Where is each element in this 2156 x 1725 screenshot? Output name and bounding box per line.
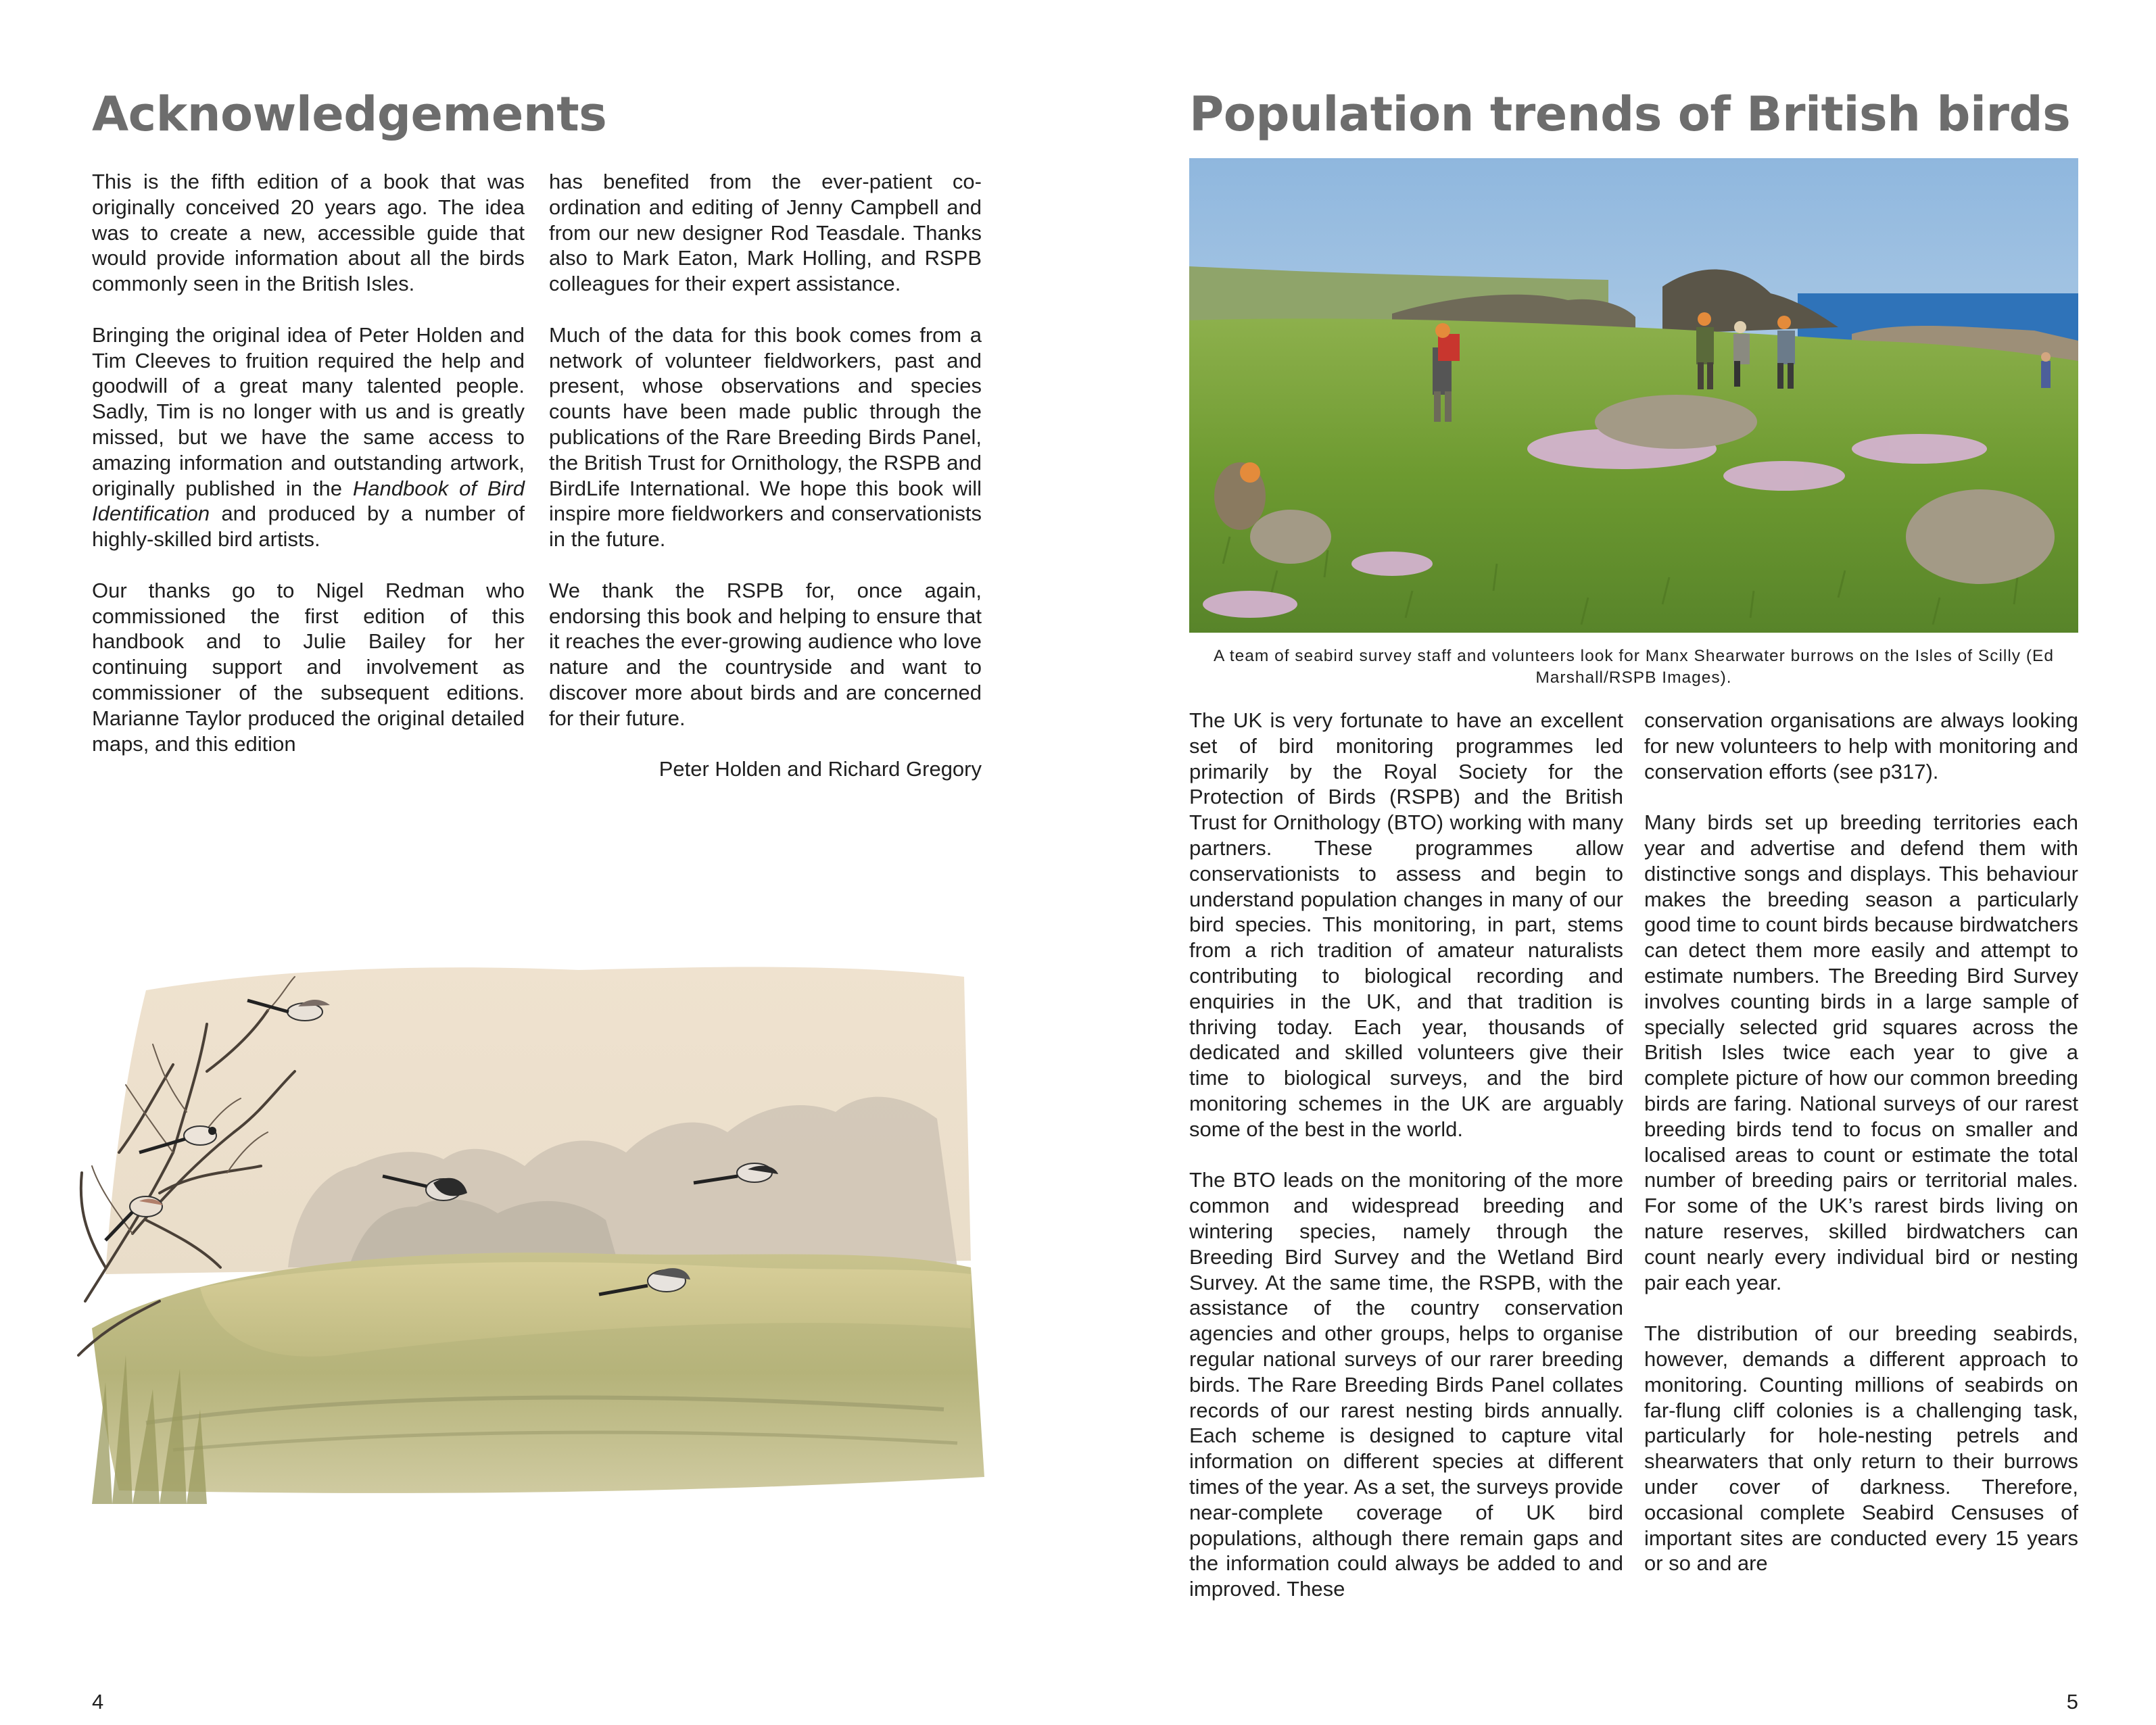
text-column-2 [549,169,982,782]
paragraph: Much of the data for this book comes from a network of volunteer fieldworkers, past and present, whose observations and species counts have been made public through the publications of the Rare Breeding Birds Panel, the British Trust for Ornithology, the RSPB and BirdLife International. We hope this book will inspire more fieldworkers and conservationists in the future. [549,322,982,552]
paragraph: The BTO leads on the monitoring of the more common and widespread breeding and wintering species, namely through the Breeding Bird Survey and the Wetland Bird Survey. At the same time, the RSPB, with the assistance of the country conservation agencies and other groups, helps to organise regular national surveys of our rarer breeding birds. The Rare Breeding Birds Panel collates records of our rarest nesting birds annually. Each scheme is designed to capture vital information on different species at different times of the year. As a set, the surveys provide near-complete coverage of UK bird populations, although there remain gaps and the information could always be added to and improved. These [1189,1168,1623,1601]
paragraph: Our thanks go to Nigel Redman who commissioned the first edition of this handbook and to Julie Bailey for her continuing support and involvement as commissioner of the subsequent editions. Marianne Taylor produced the original detailed maps, and this edition [92,578,525,756]
paragraph: The distribution of our breeding seabirds, however, demands a different approach to monitoring. Counting millions of seabirds on far-flung cliff colonies is a challenging task, particularly for hole-nesting petrels and shearwaters that only return to their burrows under cover of darkness. Therefore, occasional complete Seabird Censuses of important sites are conducted every 15 years or so and are [1644,1321,2078,1576]
paragraph: conservation organisations are always looking for new volunteers to help with monitoring and conservation efforts (see p317). [1644,708,2078,783]
text-column-1 [1189,708,1623,1602]
paragraph: This is the fifth edition of a book that was originally conceived 20 years ago. The idea was to create a new, accessible guide that would provide information about all the birds commonly seen in the British Isles. [92,170,525,296]
photo-caption: A team of seabird survey staff and volunteers look for Manx Shearwater burrows on the Isles of Scilly (Ed Marshall/RSPB Images). [1214,647,2054,687]
text-column-2 [1644,708,2078,1576]
page-title: Population trends of British birds [1189,87,2071,142]
text-column-1 [92,169,525,756]
book-title: Handbook of Bird Identification [92,476,525,526]
bird-painting [65,950,991,1511]
survey-photo [1189,158,2078,633]
paragraph: Many birds set up breeding territories each year and advertise and defend them with distinctive songs and displays. This behaviour makes the breeding season a particularly good time to count birds because birdwatchers can detect them more easily and attempt to estimate numbers. The Breeding Bird Survey involves counting birds in a large sample of specially selected grid squares across the British Isles twice each year to give a complete picture of how our common breeding birds are faring. National surveys of our rarest breeding birds tend to focus on smaller and localised areas to count or estimate the total number of breeding pairs or territorial males. For some of the UK’s rarest birds living on nature reserves, skilled birdwatchers can count nearly every individual bird or nesting pair each year. [1644,810,2078,1294]
page-title: Acknowledgements [92,87,607,142]
page-number: 4 [92,1690,104,1714]
paragraph: The UK is very fortunate to have an excellent set of bird monitoring programmes led primarily by the Royal Society for the Protection of Birds (RSPB) and the British Trust for Ornithology (BTO) working with many partners. These programmes allow conservationists to assess and begin to understand population changes in many of our bird species. This monitoring, in part, stems from a rich tradition of amateur naturalists contributing to biological recording and enquiries in the UK, and that tradition is thriving today. Each year, thousands of dedicated and skilled volunteers give their time to biological surveys, and the bird monitoring schemes in the UK are arguably some of the best in the world. [1189,708,1623,1141]
paragraph: We thank the RSPB for, once again, endorsing this book and helping to ensure that it reaches the ever-growing audience who love nature and the countryside and want to discover more about birds and are concerned for their future. [549,578,982,730]
signature: Peter Holden and Richard Gregory [658,757,982,781]
page-number: 5 [2066,1690,2078,1714]
right-page [1078,0,2156,1725]
paragraph: has benefited from the ever-patient co-ordination and editing of Jenny Campbell and from our new designer Rod Teasdale. Thanks also to Mark Eaton, Mark Holling, and RSPB colleagues for their expert assistance. [549,170,982,296]
paragraph: Bringing the original idea of Peter Holden and Tim Cleeves to fruition required the help and goodwill of a great many talented people. Sadly, Tim is no longer with us and is greatly missed, but we have the same access to amazing information and outstanding artwork, originally published in the Handbook of Bird Identification and produced by a number of highly-skilled bird artists. [92,322,525,552]
